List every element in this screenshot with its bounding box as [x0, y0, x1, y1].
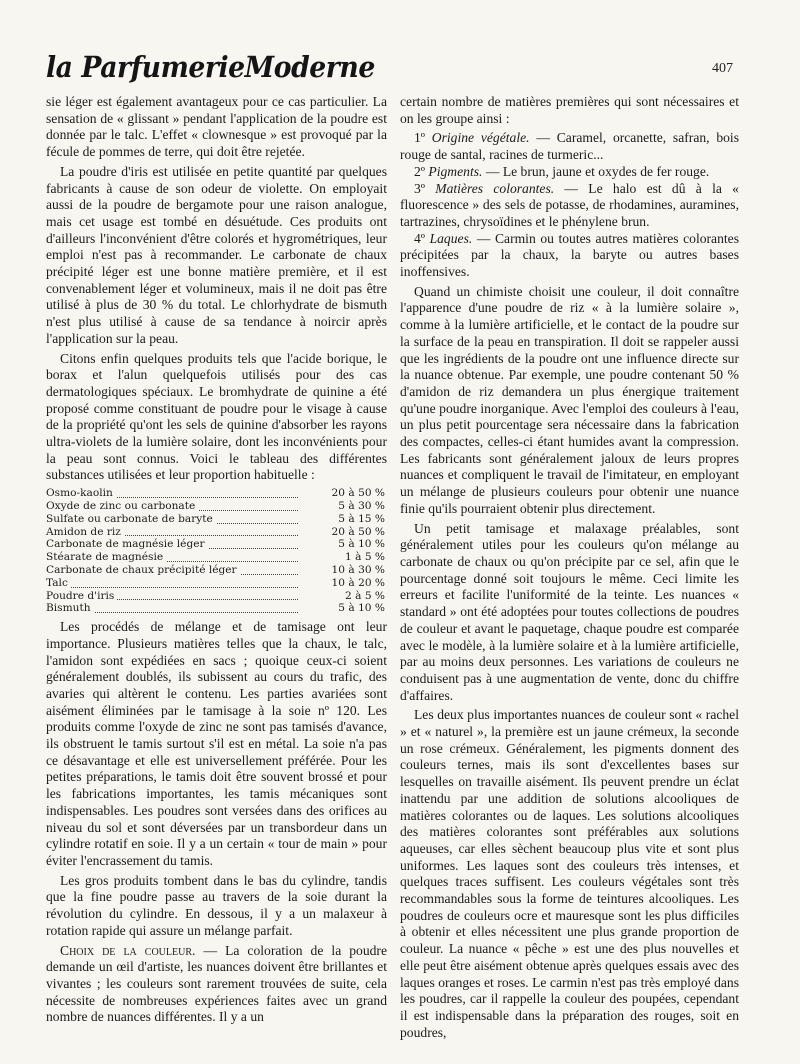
- paragraph: Un petit tamisage et malaxage préalables, sont généralement utiles pour les couleurs qu'on mélange au carbonate de chaux ou qu'on précipite par ce sel, afin que le pourcentage donné soit toujours le même. Ceci limite les erreurs et facilite l'uniformité de la teinte. Les nuances « standard » ont été adoptées pour toutes collections de poudres de couleur et avant le paquetage, chaque poudre est comparée avec le modèle, à la lumière solaire et à la lumière artificielle, par au moins deux personnes. Les variations de couleurs ne conduisent pas à une augmentation de vente, donc du chiffre d'affaires.: [400, 520, 739, 703]
- item-heading: Matières colorantes.: [435, 180, 555, 196]
- substance-name-cell: [46, 513, 306, 526]
- substance-name: Oxyde de zinc ou carbonate: [46, 500, 198, 512]
- proportion: 20 à 50 %: [331, 487, 385, 500]
- section-heading: Choix de la couleur.: [60, 942, 196, 958]
- substance-name-cell: [46, 487, 306, 500]
- substance-name-cell: [46, 590, 306, 603]
- item-number: 2º: [414, 163, 429, 179]
- leader-dots: [46, 587, 298, 588]
- table-row: [46, 487, 387, 500]
- substance-name-cell: [46, 526, 306, 539]
- table-row: [46, 500, 387, 513]
- paragraph: sie léger est également avantageux pour ce cas particulier. La sensation de « glissant » pendant l'application de la poudre est donnée par le talc. L'effet « clownesque » est provoqué par la fécule de pommes de terre, qui doit être rejetée.: [46, 94, 387, 160]
- proportion: 2 à 5 %: [345, 589, 385, 602]
- table-row: [46, 602, 387, 615]
- substance-name-cell: [46, 500, 306, 513]
- substance-name-cell: [46, 577, 306, 590]
- item-number: 4º: [414, 230, 430, 246]
- paragraph: [46, 943, 387, 1027]
- substance-name: Amidon de riz: [46, 526, 124, 538]
- proportion: 10 à 30 %: [331, 563, 385, 576]
- table-row: [46, 538, 387, 551]
- paragraph: certain nombre de matières premières qui sont nécessaires et on les groupe ainsi :: [400, 94, 739, 126]
- substance-name: Osmo-kaolin: [46, 487, 116, 499]
- paragraph: Citons enfin quelques produits tels que l'acide borique, le borax et l'alun quelquefois utilisés pour des cas dermatologiques spéciaux. Le bromhydrate de quinine a été proposé comme constituant de poudre pour le visage à cause de la propriété qu'ont les sels de quinine d'absorber les rayons ultra-violets de la lumière solaire, dont les inconvénients pour la peau sont connus. Voici le tableau des différentes substances utilisées et leur proportion habituelle :: [46, 350, 387, 483]
- table-row: [46, 590, 387, 603]
- substance-name: Talc: [46, 577, 71, 589]
- journal-masthead: la ParfumerieModerne: [46, 50, 375, 84]
- list-item: [400, 130, 739, 163]
- table-row: [46, 564, 387, 577]
- list-item: [400, 181, 739, 231]
- table-row: [46, 526, 387, 539]
- paragraph-text: — La coloration de la poudre demande un œil d'artiste, les nuances doivent être brillantes et vivantes ; les couleurs sont rarement trouvées de suite, cela nécessite de nombreuses expériences faites avec un grand nombre de nuances différentes. Il y a un: [46, 942, 387, 1025]
- item-number: 3º: [414, 180, 436, 196]
- item-text: — Le brun, jaune et oxydes de fer rouge.: [482, 163, 710, 179]
- proportion: 5 à 30 %: [338, 499, 385, 512]
- substance-name: Carbonate de chaux précipité léger: [46, 564, 240, 576]
- proportion: 5 à 10 %: [338, 602, 385, 615]
- item-text: — Caramel, orcanette, safran, bois rouge de santal, racines de turmeric...: [400, 130, 739, 163]
- page-number: 407: [712, 61, 733, 76]
- item-text: — Carmin ou toutes autres matières colorantes précipitées par la chaux, la baryte ou autres bases inoffensives.: [400, 230, 739, 280]
- substance-name: Poudre d'iris: [46, 590, 117, 602]
- substance-name: Bismuth: [46, 602, 94, 614]
- item-heading: Laques.: [429, 230, 473, 246]
- substance-name-cell: [46, 551, 306, 564]
- table-row: [46, 513, 387, 526]
- item-number: 1º: [414, 130, 432, 146]
- right-column: [400, 94, 739, 1044]
- paragraph: La poudre d'iris est utilisée en petite quantité par quelques fabricants à cause de son odeur de violette. On employait aussi de la poudre de bergamote pour une raison analogue, mais cet usage est tombé en désuétude. Ces produits ont d'ailleurs l'inconvénient d'être colorés et hygrométriques, leur emploi n'est pas à recommander. Le carbonate de chaux précipité léger est une bonne matière première, et il est convenablement léger et volumineux, mais il ne doit pas être utilisé à plus de 30 % du total. Le chlorhydrate de bismuth n'est plus utilisé à cause de sa tendance à noircir après l'application sur la peau.: [46, 163, 387, 346]
- proportion: 5 à 15 %: [338, 512, 385, 525]
- table-row: [46, 577, 387, 590]
- substance-name-cell: [46, 602, 306, 615]
- substances-table: [46, 487, 387, 615]
- list-item: [400, 231, 739, 281]
- item-heading: Origine végétale.: [431, 130, 530, 146]
- substance-name: Stéarate de magnésie: [46, 551, 166, 563]
- item-heading: Pigments.: [428, 163, 483, 179]
- proportion: 10 à 20 %: [331, 576, 385, 589]
- substance-name: Sulfate ou carbonate de baryte: [46, 513, 216, 525]
- substance-name-cell: [46, 564, 306, 577]
- proportion: 5 à 10 %: [338, 538, 385, 551]
- left-column: [46, 94, 387, 1029]
- proportion: 1 à 5 %: [345, 551, 385, 564]
- table-row: [46, 551, 387, 564]
- substance-name: Carbonate de magnésie léger: [46, 538, 208, 550]
- paragraph: Les deux plus importantes nuances de couleur sont « rachel » et « naturel », la première est un jaune crémeux, la seconde un rose crémeux. Généralement, les pigments donnent des couleurs ternes, mais ils sont d'excellentes bases sur lesquelles on travaille aisément. Ils peuvent prendre un éclat inattendu par une addition de solutions alcooliques de matières colorantes ou de laques. Les solutions alcooliques des matières colorantes sont préférables aux solutions aqueuses, car elles sèchent beaucoup plus vite et sont plus uniformes. Les laques sont des couleurs très intenses, et quelques traces suffisent. Les couleurs végétales sont très recommandables sous la forme de teintures alcooliques. Les poudres de couleurs ocre et mauresque sont les plus difficiles à obtenir et elles nécessitent une plus grande proportion de couleur. La nuance « pêche » est une des plus nouvelles et elle peut être aisément obtenue après quelques essais avec des laques oranges et roses. Le carmin n'est pas très employé dans les poudres, car il rappelle la couleur des poupées, cependant il est indispensable dans la préparation des rouges, soit en poudres,: [400, 707, 739, 1040]
- item-text: — Le halo est dû à la « fluorescence » des sels de potasse, de rhodamines, auramines, tartrazines, chrysoïdines et le phénylene brun.: [400, 180, 739, 229]
- substance-name-cell: [46, 538, 306, 551]
- proportion: 20 à 50 %: [331, 525, 385, 538]
- paragraph: Les gros produits tombent dans le bas du cylindre, tandis que la fine poudre passe au travers de la soie durant la révolution du cylindre. En dessous, il y a un malaxeur à rotation rapide qui assure un mélange parfait.: [46, 872, 387, 938]
- paragraph: Les procédés de mélange et de tamisage ont leur importance. Plusieurs matières telles que la chaux, le talc, l'amidon sont expédiées en sacs ; quoique ceux-ci soient généralement doublés, ils subissent au cours du trafic, des avaries qui altèrent le contenu. Les parties avariées sont aisément éliminées par le tamisage à la soie nº 120. Les produits comme l'oxyde de zinc ne sont pas tamisés d'avance, ils obstruent le tamis surtout s'il est en métal. La soie n'a pas ce désavantage et elle est universellement préférée. Pour les petites préparations, le tamis doit être souvent brossé et pour les fabrications importantes, les tamis mécaniques sont indispensables. Les poudres sont versées dans des orifices au niveau du sol et sont déversées par un transbordeur dans un cylindre rotatif en soie. Il y a un certain « tour de main » pour éviter l'encrassement du tamis.: [46, 619, 387, 868]
- paragraph: Quand un chimiste choisit une couleur, il doit connaître l'apparence d'une poudre de riz « à la lumière solaire », comme à la lumière artificielle, et le contact de la poudre sur la surface de la peau en transpiration. Il doit se rappeler aussi que les ingrédients de la poudre ont une influence directe sur la nuance obtenue. Par exemple, une poudre contenant 50 % d'amidon de riz demandera un plus énergique traitement qu'une poudre inorganique. Avec l'emploi des couleurs à l'eau, un plus petit pourcentage sera nécessaire dans la fabrication des compactes, celles-ci étant humides avant la compression. Les fabricants sont généralement jaloux de leurs propres nuances et compliquent le travail de l'imitateur, en employant un mélange de plusieurs couleurs pour obtenir une nuance finie qu'ils pourraient obtenir plus directement.: [400, 283, 739, 516]
- list-item: [400, 164, 739, 181]
